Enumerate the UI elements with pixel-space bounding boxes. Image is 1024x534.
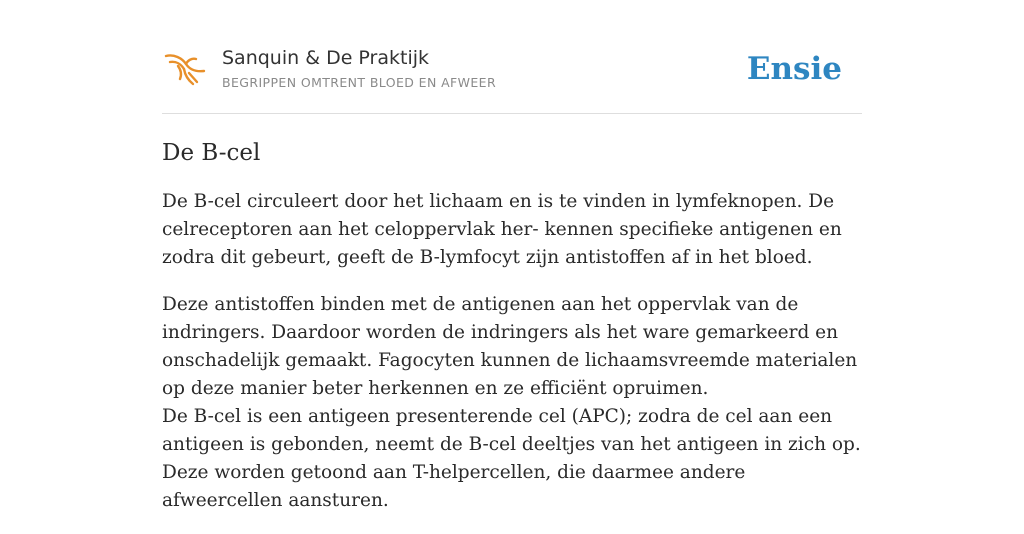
site-title[interactable]: Sanquin & De Praktijk (222, 47, 430, 69)
article-title: De B-cel (162, 140, 261, 166)
article-paragraph: De B-cel circuleert door het lichaam en is te vinden in lymfeknopen. De celreceptoren aan het celoppervlak her- kennen specifieke antigenen en zodra dit gebeurt, geeft de B-lymfocyt zijn antistoffen af in het bloed. (162, 191, 842, 268)
article-paragraph: Deze antistoffen binden met de antigenen aan het oppervlak van de indringers. Daardoor worden de indringers als het ware gemarkeerd en onschadelijk gemaakt. Fagocyten kunnen de lichaamsvreemde materialen op deze manier beter herkennen en ze efficiënt opruimen. (162, 294, 858, 399)
site-header (162, 44, 862, 114)
heron-bird-icon[interactable] (164, 52, 208, 88)
article (162, 138, 862, 534)
article-paragraph: De B-cel is een antigeen presenterende cel (APC); zodra de cel aan een antigeen is gebonden, neemt de B-cel deeltjes van het antigeen in zich op. Deze worden getoond aan T-helpercellen, die daarmee andere afweercellen aansturen. (162, 406, 861, 511)
site-subtitle: BEGRIPPEN OMTRENT BLOED EN AFWEER (222, 75, 497, 90)
brand-logo[interactable]: Ensie (746, 51, 842, 87)
